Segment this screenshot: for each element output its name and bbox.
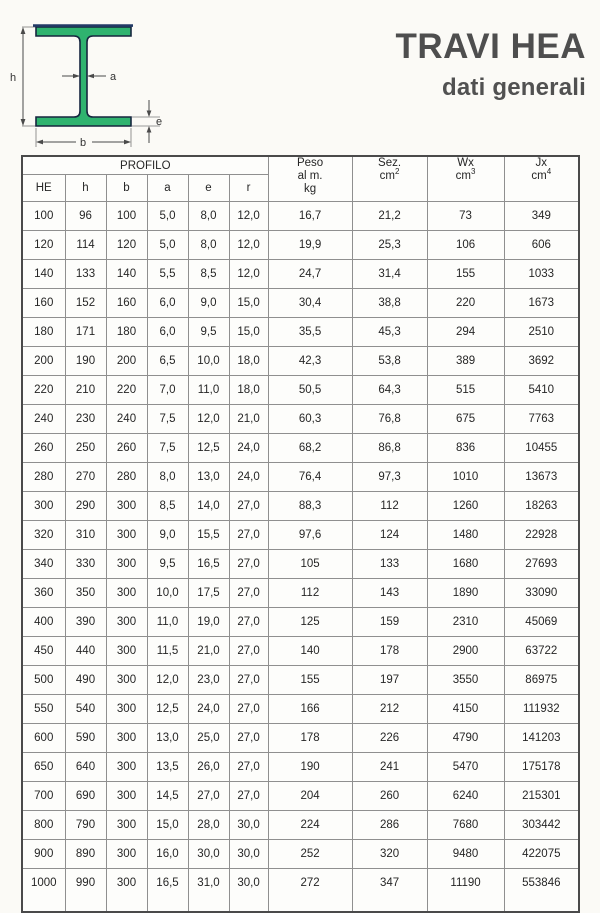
cell-b: 300 [106, 521, 147, 550]
cell-jx: 22928 [504, 521, 579, 550]
jx-header-name: Jx [535, 157, 548, 169]
cell-peso: 68,2 [268, 434, 352, 463]
cell-he: 300 [22, 492, 65, 521]
wx-header-unit: $cm^3$ [455, 167, 476, 182]
cell-wx: 7680 [427, 811, 504, 840]
cell-he: 140 [22, 260, 65, 289]
cell-h: 133 [65, 260, 106, 289]
cell-h: 190 [65, 347, 106, 376]
cell-peso: 125 [268, 608, 352, 637]
cell-e: 31,0 [188, 869, 229, 913]
sez-header-unit: $cm^2$ [379, 167, 400, 182]
cell-peso: 42,3 [268, 347, 352, 376]
col-header-a: a [147, 175, 188, 202]
cell-r: 27,0 [229, 550, 268, 579]
cell-r: 27,0 [229, 753, 268, 782]
cell-sez: 31,4 [352, 260, 427, 289]
cell-peso: 178 [268, 724, 352, 753]
cell-a: 11,5 [147, 637, 188, 666]
cell-r: 27,0 [229, 521, 268, 550]
cell-jx: 303442 [504, 811, 579, 840]
table-row [22, 231, 579, 260]
cell-he: 240 [22, 405, 65, 434]
cell-b: 300 [106, 579, 147, 608]
cell-b: 300 [106, 492, 147, 521]
cell-sez: 64,3 [352, 376, 427, 405]
cell-r: 27,0 [229, 492, 268, 521]
cell-a: 7,0 [147, 376, 188, 405]
cell-r: 15,0 [229, 318, 268, 347]
col-header-he: HE [22, 175, 65, 202]
cell-r: 18,0 [229, 347, 268, 376]
cell-wx: 220 [427, 289, 504, 318]
cell-a: 11,0 [147, 608, 188, 637]
cell-jx: 86975 [504, 666, 579, 695]
cell-a: 12,5 [147, 695, 188, 724]
cell-wx: 836 [427, 434, 504, 463]
cell-jx: 13673 [504, 463, 579, 492]
cell-a: 16,0 [147, 840, 188, 869]
cell-sez: 76,8 [352, 405, 427, 434]
cell-jx: 111932 [504, 695, 579, 724]
cell-wx: 389 [427, 347, 504, 376]
table-row [22, 260, 579, 289]
cell-wx: 106 [427, 231, 504, 260]
cell-a: 6,5 [147, 347, 188, 376]
cell-peso: 35,5 [268, 318, 352, 347]
cell-r: 12,0 [229, 202, 268, 231]
cell-sez: 45,3 [352, 318, 427, 347]
cell-peso: 97,6 [268, 521, 352, 550]
table-row [22, 463, 579, 492]
cell-peso: 50,5 [268, 376, 352, 405]
table-row [22, 666, 579, 695]
cell-h: 350 [65, 579, 106, 608]
cell-jx: 141203 [504, 724, 579, 753]
wx-header [427, 156, 504, 202]
cell-r: 24,0 [229, 463, 268, 492]
cell-e: 9,0 [188, 289, 229, 318]
cell-he: 450 [22, 637, 65, 666]
cell-r: 27,0 [229, 608, 268, 637]
table-row [22, 492, 579, 521]
cell-peso: 105 [268, 550, 352, 579]
cell-jx: 63722 [504, 637, 579, 666]
cell-sez: 226 [352, 724, 427, 753]
cell-he: 100 [22, 202, 65, 231]
cell-h: 790 [65, 811, 106, 840]
cell-a: 9,5 [147, 550, 188, 579]
cell-h: 890 [65, 840, 106, 869]
cell-wx: 9480 [427, 840, 504, 869]
cell-e: 12,0 [188, 405, 229, 434]
cell-e: 19,0 [188, 608, 229, 637]
cell-wx: 515 [427, 376, 504, 405]
table-row [22, 550, 579, 579]
cell-peso: 88,3 [268, 492, 352, 521]
cell-wx: 2310 [427, 608, 504, 637]
cell-b: 300 [106, 869, 147, 913]
dim-label-e: e [156, 116, 163, 128]
title-block [395, 28, 586, 102]
cell-sez: 124 [352, 521, 427, 550]
cell-he: 500 [22, 666, 65, 695]
col-header-e: e [188, 175, 229, 202]
cell-b: 300 [106, 666, 147, 695]
cell-wx: 3550 [427, 666, 504, 695]
cell-h: 540 [65, 695, 106, 724]
table-row [22, 782, 579, 811]
cell-e: 8,0 [188, 202, 229, 231]
table-row [22, 289, 579, 318]
cell-peso: 224 [268, 811, 352, 840]
cell-jx: 27693 [504, 550, 579, 579]
cell-peso: 204 [268, 782, 352, 811]
cell-jx: 215301 [504, 782, 579, 811]
cell-r: 12,0 [229, 231, 268, 260]
cell-jx: 553846 [504, 869, 579, 913]
cell-sez: 286 [352, 811, 427, 840]
col-header-b: b [106, 175, 147, 202]
cell-he: 220 [22, 376, 65, 405]
cell-sez: 347 [352, 869, 427, 913]
cell-e: 11,0 [188, 376, 229, 405]
cell-a: 7,5 [147, 434, 188, 463]
cell-h: 250 [65, 434, 106, 463]
table-row [22, 724, 579, 753]
cell-peso: 16,7 [268, 202, 352, 231]
table-row [22, 202, 579, 231]
dim-label-b: b [80, 137, 87, 149]
cell-r: 27,0 [229, 579, 268, 608]
table-row [22, 695, 579, 724]
cell-b: 200 [106, 347, 147, 376]
table-row [22, 811, 579, 840]
beam-shape [36, 27, 131, 126]
cell-e: 15,5 [188, 521, 229, 550]
cell-peso: 60,3 [268, 405, 352, 434]
cell-peso: 166 [268, 695, 352, 724]
cell-jx: 1673 [504, 289, 579, 318]
cell-wx: 4790 [427, 724, 504, 753]
cell-b: 300 [106, 811, 147, 840]
cell-r: 18,0 [229, 376, 268, 405]
peso-header [268, 156, 352, 202]
cell-a: 5,0 [147, 231, 188, 260]
table-row [22, 318, 579, 347]
cell-e: 30,0 [188, 840, 229, 869]
cell-e: 17,5 [188, 579, 229, 608]
cell-h: 270 [65, 463, 106, 492]
cell-r: 21,0 [229, 405, 268, 434]
cell-b: 260 [106, 434, 147, 463]
table-row [22, 608, 579, 637]
cell-sez: 97,3 [352, 463, 427, 492]
cell-h: 310 [65, 521, 106, 550]
cell-r: 30,0 [229, 869, 268, 913]
cell-wx: 5470 [427, 753, 504, 782]
table-row [22, 753, 579, 782]
col-header-r: r [229, 175, 268, 202]
cell-sez: 25,3 [352, 231, 427, 260]
cell-he: 400 [22, 608, 65, 637]
cell-a: 6,0 [147, 289, 188, 318]
cell-e: 24,0 [188, 695, 229, 724]
cell-a: 5,5 [147, 260, 188, 289]
jx-header [504, 156, 579, 202]
table-row [22, 347, 579, 376]
cell-jx: 175178 [504, 753, 579, 782]
cell-e: 13,0 [188, 463, 229, 492]
cell-r: 12,0 [229, 260, 268, 289]
cell-jx: 349 [504, 202, 579, 231]
cell-peso: 155 [268, 666, 352, 695]
cell-a: 9,0 [147, 521, 188, 550]
cell-jx: 18263 [504, 492, 579, 521]
cell-sez: 21,2 [352, 202, 427, 231]
cell-jx: 33090 [504, 579, 579, 608]
cell-he: 800 [22, 811, 65, 840]
cell-wx: 1480 [427, 521, 504, 550]
cell-h: 390 [65, 608, 106, 637]
cell-he: 260 [22, 434, 65, 463]
col-header-h: h [65, 175, 106, 202]
cell-b: 300 [106, 724, 147, 753]
cell-b: 180 [106, 318, 147, 347]
cell-jx: 5410 [504, 376, 579, 405]
dim-label-h: h [10, 72, 17, 84]
cell-he: 160 [22, 289, 65, 318]
cell-wx: 6240 [427, 782, 504, 811]
cell-sez: 38,8 [352, 289, 427, 318]
cell-h: 210 [65, 376, 106, 405]
cell-a: 10,0 [147, 579, 188, 608]
cell-he: 180 [22, 318, 65, 347]
cell-a: 8,5 [147, 492, 188, 521]
table-row [22, 521, 579, 550]
cell-r: 27,0 [229, 666, 268, 695]
cell-peso: 76,4 [268, 463, 352, 492]
cell-h: 290 [65, 492, 106, 521]
cell-a: 13,0 [147, 724, 188, 753]
cell-r: 27,0 [229, 637, 268, 666]
jx-header-unit: $cm^4$ [531, 167, 552, 182]
cell-he: 550 [22, 695, 65, 724]
cell-e: 8,5 [188, 260, 229, 289]
cell-he: 200 [22, 347, 65, 376]
table-row [22, 376, 579, 405]
cell-r: 30,0 [229, 840, 268, 869]
cell-b: 160 [106, 289, 147, 318]
table-row [22, 434, 579, 463]
cell-peso: 112 [268, 579, 352, 608]
page-subtitle: dati generali [442, 73, 586, 101]
cell-h: 640 [65, 753, 106, 782]
cell-b: 300 [106, 695, 147, 724]
table-body [22, 202, 579, 913]
cell-a: 6,0 [147, 318, 188, 347]
cell-wx: 1890 [427, 579, 504, 608]
cell-r: 30,0 [229, 811, 268, 840]
cell-wx: 294 [427, 318, 504, 347]
hea-cross-section-diagram [6, 14, 178, 156]
cell-wx: 11190 [427, 869, 504, 913]
cell-b: 300 [106, 637, 147, 666]
cell-b: 300 [106, 550, 147, 579]
cell-e: 10,0 [188, 347, 229, 376]
table-row [22, 840, 579, 869]
profilo-group-header: PROFILO [22, 156, 268, 175]
cell-jx: 1033 [504, 260, 579, 289]
cell-e: 28,0 [188, 811, 229, 840]
hea-data-table [21, 155, 580, 913]
cell-r: 15,0 [229, 289, 268, 318]
cell-e: 14,0 [188, 492, 229, 521]
cell-b: 100 [106, 202, 147, 231]
cell-b: 300 [106, 608, 147, 637]
cell-wx: 1260 [427, 492, 504, 521]
cell-he: 650 [22, 753, 65, 782]
cell-he: 120 [22, 231, 65, 260]
cell-h: 230 [65, 405, 106, 434]
cell-b: 220 [106, 376, 147, 405]
cell-b: 120 [106, 231, 147, 260]
cell-he: 340 [22, 550, 65, 579]
cell-peso: 19,9 [268, 231, 352, 260]
cell-h: 171 [65, 318, 106, 347]
cell-h: 96 [65, 202, 106, 231]
cell-sez: 197 [352, 666, 427, 695]
cell-wx: 4150 [427, 695, 504, 724]
cell-wx: 73 [427, 202, 504, 231]
cell-e: 12,5 [188, 434, 229, 463]
cell-he: 600 [22, 724, 65, 753]
cell-peso: 30,4 [268, 289, 352, 318]
cell-r: 27,0 [229, 782, 268, 811]
cell-b: 300 [106, 840, 147, 869]
cell-e: 27,0 [188, 782, 229, 811]
table-row [22, 579, 579, 608]
cell-sez: 86,8 [352, 434, 427, 463]
cell-jx: 422075 [504, 840, 579, 869]
peso-header-line3: kg [303, 183, 317, 195]
cell-sez: 53,8 [352, 347, 427, 376]
cell-e: 26,0 [188, 753, 229, 782]
cell-e: 25,0 [188, 724, 229, 753]
cell-e: 8,0 [188, 231, 229, 260]
cell-he: 700 [22, 782, 65, 811]
cell-b: 300 [106, 753, 147, 782]
sez-header [352, 156, 427, 202]
cell-e: 16,5 [188, 550, 229, 579]
cell-sez: 260 [352, 782, 427, 811]
cell-peso: 252 [268, 840, 352, 869]
cell-h: 990 [65, 869, 106, 913]
cell-he: 900 [22, 840, 65, 869]
cell-sez: 143 [352, 579, 427, 608]
cell-h: 590 [65, 724, 106, 753]
cell-he: 320 [22, 521, 65, 550]
cell-b: 300 [106, 782, 147, 811]
cell-b: 280 [106, 463, 147, 492]
cell-a: 5,0 [147, 202, 188, 231]
cell-peso: 24,7 [268, 260, 352, 289]
peso-header-line2: al m. [297, 170, 323, 182]
cell-wx: 1010 [427, 463, 504, 492]
table-row [22, 405, 579, 434]
cell-wx: 675 [427, 405, 504, 434]
dim-label-a: a [110, 71, 117, 83]
cell-jx: 7763 [504, 405, 579, 434]
cell-jx: 45069 [504, 608, 579, 637]
cell-wx: 155 [427, 260, 504, 289]
cell-wx: 1680 [427, 550, 504, 579]
sez-header-name: Sez. [378, 157, 402, 169]
cell-he: 360 [22, 579, 65, 608]
cell-a: 13,5 [147, 753, 188, 782]
cell-sez: 178 [352, 637, 427, 666]
cell-sez: 212 [352, 695, 427, 724]
cell-peso: 140 [268, 637, 352, 666]
cell-r: 27,0 [229, 695, 268, 724]
table-row [22, 869, 579, 913]
cell-he: 1000 [22, 869, 65, 913]
cell-e: 9,5 [188, 318, 229, 347]
cell-h: 152 [65, 289, 106, 318]
cell-a: 12,0 [147, 666, 188, 695]
cell-e: 21,0 [188, 637, 229, 666]
cell-jx: 3692 [504, 347, 579, 376]
table-row [22, 637, 579, 666]
cell-sez: 112 [352, 492, 427, 521]
cell-h: 690 [65, 782, 106, 811]
cell-h: 440 [65, 637, 106, 666]
cell-jx: 10455 [504, 434, 579, 463]
cell-r: 27,0 [229, 724, 268, 753]
cell-h: 330 [65, 550, 106, 579]
page-title: TRAVI HEA [395, 27, 586, 66]
table-header [22, 156, 579, 202]
cell-sez: 320 [352, 840, 427, 869]
cell-jx: 606 [504, 231, 579, 260]
cell-wx: 2900 [427, 637, 504, 666]
cell-e: 23,0 [188, 666, 229, 695]
wx-header-name: Wx [457, 157, 474, 169]
cell-h: 114 [65, 231, 106, 260]
cell-peso: 190 [268, 753, 352, 782]
cell-r: 24,0 [229, 434, 268, 463]
cell-a: 16,5 [147, 869, 188, 913]
cell-sez: 241 [352, 753, 427, 782]
cell-sez: 159 [352, 608, 427, 637]
cell-peso: 272 [268, 869, 352, 913]
cell-jx: 2510 [504, 318, 579, 347]
cell-a: 15,0 [147, 811, 188, 840]
peso-header-line1: Peso [296, 157, 324, 169]
cell-a: 8,0 [147, 463, 188, 492]
cell-he: 280 [22, 463, 65, 492]
cell-a: 7,5 [147, 405, 188, 434]
cell-b: 240 [106, 405, 147, 434]
cell-b: 140 [106, 260, 147, 289]
cell-a: 14,5 [147, 782, 188, 811]
cell-sez: 133 [352, 550, 427, 579]
cell-h: 490 [65, 666, 106, 695]
